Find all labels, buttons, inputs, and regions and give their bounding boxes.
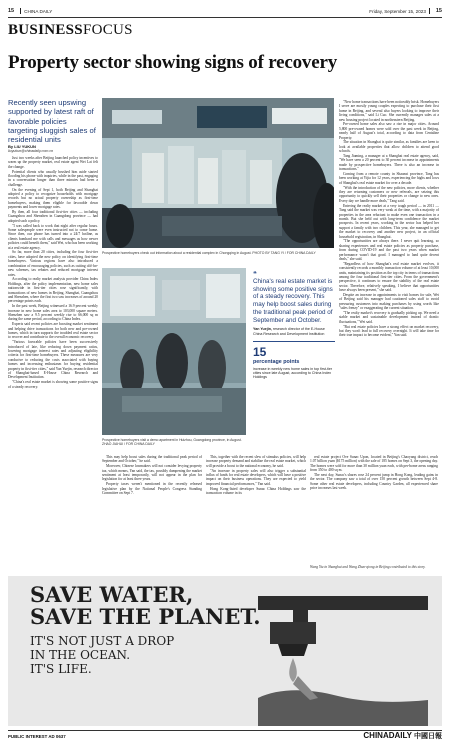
- quote-attribution: [253, 327, 335, 336]
- paragraph: This may help boost sales during the traditional peak period of September and October," he said.: [102, 455, 202, 464]
- paragraph: Despite an increase in appointments to visit homes for sale, Wei of Beijing said his manager had cautioned sales staff to avoid pressuring customers into making purchases by using words like "sales frenzy" or exaggerating the current situation.: [339, 292, 439, 311]
- byline: By LIU YUKUN: [8, 144, 36, 149]
- photo-credit: ZHAO JIAHUI / FOR CHINA DAILY: [102, 442, 155, 446]
- pull-quote-box: [253, 270, 335, 380]
- paragraph: "An increase in property sales will also trigger a substantial influx of funds for real estate developers, which will have a positive impact on their business operations. They are expected to yield improved financial performances," Yan said.: [206, 468, 306, 486]
- paragraph: "China's real estate market is showing some positive signs of a steady recovery.: [8, 380, 98, 389]
- paragraph: This, together with the recent slew of stimulus policies, will help increase property demand and stabilize the real estate market, which will provide a boost to the national economy, he said.: [206, 455, 306, 468]
- paragraph: In the past week, Beijing witnessed a 16.9 percent weekly increase in new home sales area to 103,000 square meters. Shenzhen saw a 9.5 percent weekly rise to 66,000 sq m during the same period, according to China Index.: [8, 304, 98, 322]
- deck: Recently seen upswing supported by latest raft of favorable policies targeting sluggish sales of residential units: [8, 98, 96, 145]
- divider: [429, 8, 430, 14]
- quote-person-title: research director of the E-House China Research and Development Institution: [253, 327, 325, 336]
- paragraph: "The realty market's recovery is gradually picking up. We need a stable market and sustainable development instead of drastic fluctuations," Wei said.: [339, 311, 439, 324]
- paragraph: The situation in Shanghai is quite similar, as families are keen to look at available properties that allow children to attend good schools.: [339, 140, 439, 154]
- footer-logo-cn: 中國日報: [414, 732, 442, 740]
- stat-description: increase in weekly new home sales in top first-tier cities since late August, according to China Index Holdings: [253, 366, 333, 380]
- paragraph: So far, more than 20 cities, including the four first-tier cities, have adopted the new policy on identifying first-time homebuyers. Various regions have also introduced a combination of encouraging policies, such as cutting old-for-new schemes, tax rebates and reduced mortgage interest rates.: [8, 250, 98, 277]
- paragraph: Entering the realty market at a very tough period — in 2011 — Tang said the market was very weak at the time, with a majority of properties in the area reluctant to make even one transaction in a month. But she held out with long-term confidence the market prospects. In recent years, working in the sector has helped her support a family with two children. This year, she managed to get the market to recovery and another new project, in an official household registration, in Shanghai.: [339, 203, 439, 239]
- headline: Property sector showing signs of recovery: [8, 52, 337, 73]
- divider: [253, 341, 335, 342]
- author-email: liuyukun@chinadaily.com.cn: [8, 149, 54, 153]
- paragraph: The next day, Sunac's shares rose 24 percent jump in Hong Kong, leading gains in the sector. The company saw a total of over 150 percent growth between Sept 4-8. Some other real estate developers, including Country Garden, all experienced share price increases last week.: [310, 473, 438, 491]
- ad-tagline: [30, 634, 174, 676]
- paragraph: By then, all four traditional first-tier cities — including Guangzhou and Shenzhen in Guangdong province — had adopted such a policy.: [8, 210, 98, 223]
- ad-headline-line1: SAVE WATER,: [30, 582, 194, 607]
- quote-mark-icon: ❝: [253, 270, 257, 278]
- pull-quote: China's real estate market is showing some positive signs of a steady recovery. This may help boost sales during the traditional peak period of September and October.: [253, 278, 333, 324]
- issue-date: Friday, September 15, 2023: [369, 8, 426, 14]
- photo-demo-apartment-illustration: [102, 268, 246, 435]
- paragraph: "Various favorable policies have been successively introduced of late, like reducing down payment ratios, lowering mortgage interest rates and adjusting eligibility criteria for first-time homebuyers. These measures are very conducive to reducing the costs associated with buying homes and increasing enthusiasm for buying residential property in first-tier cities," said Yan Yuejin, research director of Shanghai-based E-House China Research and Development Institution.: [8, 340, 98, 380]
- top-rule: [8, 17, 442, 18]
- top-bar: [8, 6, 442, 16]
- article-column-3: [206, 455, 306, 567]
- section-title: [8, 22, 133, 39]
- paragraph: Hong Kong-listed developer Sunac China Holdings saw the transaction volume in its: [206, 486, 306, 496]
- article-column-1: [8, 156, 98, 498]
- photo-main-caption: [102, 251, 334, 255]
- section-title-part1: BUSINESS: [8, 22, 83, 38]
- article-column-4: [310, 455, 438, 567]
- paragraph: "New home transactions have been noticeably brisk. Homebuyers I serve are mostly young couples expecting to purchase their first home in Beijing, and several also buyers looking to improve their living conditions," said Li Cuo. She currently manages sales at a new housing project located in northeastern Beijing.: [339, 100, 439, 122]
- paragraph: "I was called back to work that night after regular hours. Some salespeople were even instructed not to come home. Since then, our phone has turned into a 24/7 hotline, as clients bombard me with calls and messages as how newer policies could benefit them," said Wei, who has been working at a real estate agency.: [8, 223, 98, 250]
- caption-text: Prospective homebuyers check out information about a residential complex in Chongqing in August.: [102, 251, 252, 255]
- photo-secondary-caption: [102, 438, 246, 446]
- paragraph: Moreover, Chinese lawmakers will not consider levying property tax, which means, Yan said, the tax, possibly dampening the market sentiment at least temporarily, will not appear in the plan for legislation for at least three years.: [102, 464, 202, 482]
- public-interest-ad: [8, 576, 442, 726]
- section-title-part2: FOCUS: [82, 22, 133, 38]
- paragraph: Just two weeks after Beijing launched policy incentives to warm up the property market, real estate agent Wei Lai felt the change.: [8, 156, 98, 169]
- paragraph: real estate project Ove Sunac Upon, located in Beijing's Chaoyang district, reach 1.07 billion yuan ($175 million) with the sale of 185 homes on Sept 3, the opening day. The homes were sold for more than 30 million yuan each, with per-home areas ranging from 350 to 400 sq m.: [310, 455, 438, 473]
- ad-tagline-line2: IN THE OCEAN.: [30, 648, 131, 662]
- page-number-right: 15: [435, 8, 442, 14]
- paragraph: On the evening of Sept 1, both Beijing and Shanghai adopted a policy to recognize households with mortgage records but no actual property ownership as first-time homebuyers, making them eligible for favorable down payments and lower mortgage rates.: [8, 187, 98, 210]
- ad-tagline-line3: IT'S LIFE.: [30, 662, 92, 676]
- page-number-left: 15: [8, 8, 15, 14]
- paragraph: "But real estate policies have a strong effect on market recovery, but they won't lead to full recovery overnight. It will take time for their true impact to become evident," Yan said.: [339, 324, 439, 338]
- paragraph: "The opportunities are always there. I never quit learning, so sharing experiences and real estate policies as property purchase, from during COVID-19 and the past two years when market performance wasn't that good. I managed to land quite decent deals," she said.: [339, 239, 439, 261]
- brand-left: CHINA DAILY: [24, 8, 53, 14]
- footer-logo-en: CHINADAILY: [363, 731, 412, 740]
- ad-code: PUBLIC INTEREST AD 0637: [8, 734, 66, 739]
- stat-label: percentage points: [253, 358, 300, 365]
- divider: [20, 8, 21, 14]
- paragraph: Potential clients who usually brushed him aside started flooding his phone with inquiries, while in the past, engaging in a conversation longer than three minutes had been a challenge.: [8, 169, 98, 187]
- caption-text: Prospective homebuyers visit a demo apartment in Huizhou, Guangdong province, in August.: [102, 438, 242, 442]
- photo-credit: PHOTO BY TANG YI / FOR CHINA DAILY: [252, 251, 316, 255]
- ad-headline-line2: SAVE THE PLANET.: [30, 604, 261, 629]
- stat-number: 15: [253, 344, 267, 359]
- paragraph: "With the introduction of the new policies, more clients, whether they are returning customers or new referrals, are seizing this opportunity to quickly sell their properties or change to new ones. Every day we handle more deals," Tang said.: [339, 185, 439, 203]
- paragraph: According to realty market analysis provider China Index Holdings, after the policy implementation, new home sales nationwide in first-tier cities rose significantly, with transactions of new homes in Beijing, Shanghai, Guangzhou and Shenzhen, where the first two saw increases of around 20 percentage points each.: [8, 277, 98, 304]
- article-column-2: [102, 455, 202, 567]
- paragraph: "Regardless of how Shanghai's real estate market evolves, it consistently records a monthly transaction volume of at least 10,000 units, maintaining its position as the top city in terms of transactions among the four traditional first-tier cities. From the government's perspective, it continues to ensure the stability of the real estate sector. Therefore, relatively speaking, I believe that opportunities have always been present," she said.: [339, 261, 439, 293]
- photo-sales-office-illustration: [102, 98, 334, 248]
- photo-main: [102, 98, 334, 248]
- footer-logo: [363, 731, 442, 741]
- paragraph: Experts said recent policies are boosting market sentiment and helping drive transactions for both new and pre-owned homes, which in turn supports the troubled real estate sector to recover and contribute to the overall economic recovery.: [8, 322, 98, 340]
- contributor-note: Wang Yiu in Shanghai and Wang Zhuo-qiong in Beijing contributed to this story.: [310, 565, 426, 569]
- quote-person-name: Yan Yuejin,: [253, 327, 272, 332]
- photo-secondary: [102, 268, 246, 435]
- paragraph: Tang Jiaming, a manager at a Shanghai real estate agency, said, "We have seen a 20 percent to 30 percent increase in appointments made by prospective homebuyers. There is also an increase in transactions.": [339, 154, 439, 172]
- article-column-5: [339, 100, 439, 450]
- ad-tagline-line1: IT'S NOT JUST A DROP: [30, 634, 175, 648]
- paragraph: Coming from a remote county in Shaanxi province, Tang has been working at Yijia for 12 years, experiencing the highs and lows of Shanghai's real estate market for over a decade.: [339, 172, 439, 185]
- paragraph: Pre-owned home sales also saw a rise in major cities. Around 5,800 pre-owned homes were sold over the past week in Beijing, nearly half of August's total, according to data from Centaline Property.: [339, 122, 439, 140]
- paragraph: Property taxes weren't mentioned in the recently released legislative plan by the National People's Congress Standing Committee on Sept 7.: [102, 482, 202, 496]
